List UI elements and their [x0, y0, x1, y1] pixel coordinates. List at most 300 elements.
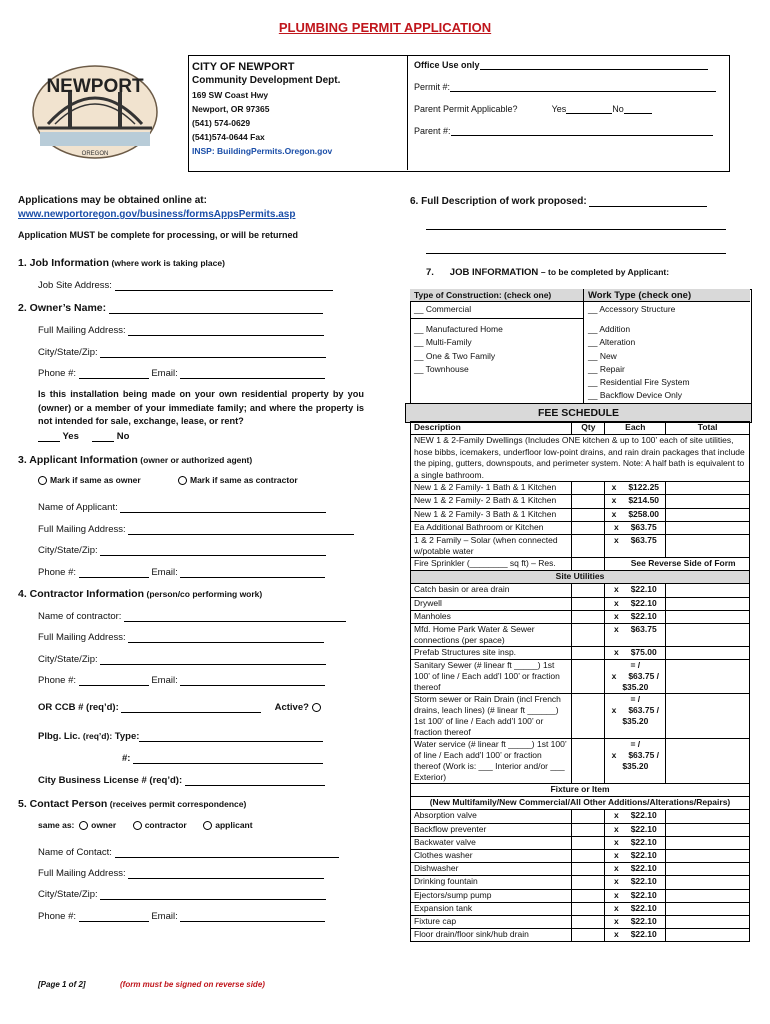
fee-qty[interactable]	[572, 495, 605, 508]
fee-each-value: $22.10	[630, 836, 657, 847]
fee-desc: Mfd. Home Park Water & Sewer connections (per space)	[411, 623, 572, 646]
fixture-subheading: (New Multifamily/New Commercial/All Other Additions/Alterations/Repairs)	[411, 797, 750, 810]
same-as-owner-radio[interactable]	[38, 476, 47, 485]
fee-desc: Sanitary Sewer (# linear ft _____) 1st 100’ of line / Each add’l 100’ or fraction thereof	[411, 660, 572, 694]
office-fax: (541)574-0644 Fax	[192, 132, 265, 142]
active-label: Active?	[274, 702, 309, 713]
fee-each	[605, 850, 666, 863]
fee-qty[interactable]	[572, 823, 605, 836]
fee-each	[605, 902, 666, 915]
plbg-type-label: Type:	[114, 731, 140, 742]
col-total: Total	[666, 422, 750, 435]
fee-qty[interactable]	[572, 597, 605, 610]
s6-heading: 6. Full Description of work proposed:	[410, 196, 587, 207]
owner-mail-field[interactable]	[128, 326, 324, 336]
office-addr1: 169 SW Coast Hwy	[192, 90, 269, 100]
fee-x: = / x	[611, 694, 641, 716]
fee-total[interactable]	[666, 863, 750, 876]
desc-field-2[interactable]	[426, 220, 726, 230]
fee-total[interactable]	[666, 660, 750, 694]
fee-desc: Clothes washer	[411, 850, 572, 863]
applicant-phone-field[interactable]	[79, 568, 149, 578]
fee-each-value: $22.10	[630, 863, 657, 874]
fee-total[interactable]	[666, 810, 750, 823]
fee-row	[411, 557, 750, 570]
fee-qty[interactable]	[572, 623, 605, 646]
fee-each-value: $22.10	[630, 584, 657, 595]
fee-row	[411, 739, 750, 784]
fee-total[interactable]	[666, 889, 750, 902]
fee-desc: Absorption valve	[411, 810, 572, 823]
fee-total[interactable]	[666, 836, 750, 849]
work-item[interactable]: __ Residential Fire System	[588, 377, 690, 388]
fee-row	[411, 508, 750, 521]
contractor-csz-label: City/State/Zip:	[38, 654, 98, 665]
owner-yes-label: Yes	[62, 431, 79, 442]
fee-desc: Floor drain/floor sink/hub drain	[411, 929, 572, 942]
work-list	[588, 323, 690, 403]
office-phone: (541) 574-0629	[192, 118, 251, 128]
active-radio[interactable]	[312, 703, 321, 712]
col-each: Each	[605, 422, 666, 435]
fee-each-value: $22.10	[630, 929, 657, 940]
fee-x: x	[613, 810, 619, 821]
fee-x: x	[613, 597, 619, 608]
fee-x: x	[613, 646, 619, 657]
fee-x: x	[613, 521, 619, 532]
ccb-field[interactable]	[121, 703, 261, 713]
contact-csz-field[interactable]	[100, 890, 326, 900]
contact-phone-field[interactable]	[79, 912, 149, 922]
fee-x: x	[613, 915, 619, 926]
owner-name-field[interactable]	[109, 304, 323, 314]
plbg-sub: (req’d):	[82, 731, 113, 741]
fee-total[interactable]	[666, 915, 750, 928]
fee-each	[605, 889, 666, 902]
fee-each-value: $214.50	[628, 495, 660, 506]
fee-desc: 1 & 2 Family – Solar (when connected w/potable water	[411, 534, 572, 557]
owner-email-field[interactable]	[180, 369, 325, 379]
applicant-phone-label: Phone #:	[38, 567, 77, 578]
contact-contractor-label: contractor	[144, 820, 187, 830]
fee-row	[411, 646, 750, 659]
s5-heading: 5. Contact Person	[18, 798, 108, 810]
s3-heading: 3. Applicant Information	[18, 454, 138, 466]
fee-row	[411, 889, 750, 902]
contact-contractor-radio[interactable]	[133, 821, 142, 830]
contractor-phone-field[interactable]	[79, 676, 149, 686]
ccb-label: OR CCB # (req’d):	[38, 702, 119, 713]
fee-each	[605, 836, 666, 849]
fee-desc: Backflow preventer	[411, 823, 572, 836]
contractor-phone-label: Phone #:	[38, 675, 77, 686]
fee-row	[411, 823, 750, 836]
applicant-csz-label: City/State/Zip:	[38, 545, 98, 556]
contact-email-label: Email:	[151, 911, 178, 922]
owner-mail-label: Full Mailing Address:	[38, 325, 126, 336]
plbg-type-field[interactable]	[139, 732, 323, 742]
yes-label: Yes	[551, 104, 567, 114]
office-insp: INSP: BuildingPermits.Oregon.gov	[192, 146, 333, 156]
fee-each	[605, 694, 666, 739]
fee-each-value: See Reverse Side of Form	[630, 557, 736, 568]
fee-each-value: $22.10	[630, 823, 657, 834]
same-as-contractor-label: Mark if same as contractor	[190, 475, 298, 485]
plbg-num-field[interactable]	[133, 754, 323, 764]
fee-total[interactable]	[666, 610, 750, 623]
fee-row	[411, 850, 750, 863]
fee-desc: New 1 & 2 Family- 1 Bath & 1 Kitchen	[411, 482, 572, 495]
logo-subtext: OREGON	[81, 151, 109, 157]
fee-each-value: $22.10	[630, 876, 657, 887]
fee-qty[interactable]	[572, 929, 605, 942]
site-utilities-heading: Site Utilities	[411, 571, 750, 584]
fee-row	[411, 482, 750, 495]
fee-each-value: $63.75	[630, 521, 657, 532]
parent-field[interactable]	[451, 126, 713, 136]
work-item[interactable]: __ New	[588, 350, 617, 361]
fee-row	[411, 623, 750, 646]
fee-header-row	[411, 422, 750, 435]
office-dept: Community Development Dept.	[192, 75, 341, 86]
must-complete-note: Application MUST be complete for processing, or will be returned	[18, 230, 299, 240]
s4-heading: 4. Contractor Information	[18, 588, 145, 600]
fee-qty[interactable]	[572, 694, 605, 739]
fee-each	[605, 597, 666, 610]
owner-email-label: Email:	[151, 368, 178, 379]
fee-total[interactable]	[666, 623, 750, 646]
biz-license-label: City Business License # (req’d):	[38, 775, 183, 786]
applicant-email-label: Email:	[151, 567, 178, 578]
fee-each-value: $122.25	[628, 482, 660, 493]
contact-mail-label: Full Mailing Address:	[38, 868, 126, 879]
fee-total[interactable]	[666, 929, 750, 942]
applicant-name-field[interactable]	[120, 503, 326, 513]
cons-item[interactable]: __ Manufactured Home	[414, 324, 503, 334]
fee-qty[interactable]	[572, 915, 605, 928]
fee-total[interactable]	[666, 850, 750, 863]
fee-total[interactable]	[666, 508, 750, 521]
fee-qty[interactable]	[572, 810, 605, 823]
fee-total[interactable]	[666, 584, 750, 597]
owner-phone-field[interactable]	[79, 369, 149, 379]
owner-csz-label: City/State/Zip:	[38, 347, 98, 358]
fee-each	[605, 915, 666, 928]
applicant-email-field[interactable]	[180, 568, 325, 578]
new-dwellings-note: NEW 1 & 2-Family Dwellings (Includes ONE kitchen & up to 100’ each of site utilities, hose bibbs, icemakers, underfloor low-point drains, and rain drain packages that include the piping, gutters, downspouts, and perimeter system. Note: A half bath is equivalent to a single bathroom.	[411, 435, 750, 482]
contractor-name-field[interactable]	[124, 612, 346, 622]
fee-qty[interactable]	[572, 584, 605, 597]
page-number: [Page 1 of 2]	[38, 980, 86, 989]
fixture-heading: Fixture or Item	[411, 784, 750, 797]
permit-field[interactable]	[450, 82, 716, 92]
applicant-name-label: Name of Applicant:	[38, 502, 118, 513]
fee-qty[interactable]	[572, 610, 605, 623]
fee-desc: Storm sewer or Rain Drain (incl French drains, leach lines) (# linear ft ______) 1st 100’ of line / Each add’l 100’ or fraction thereof	[411, 694, 572, 739]
fee-x: x	[613, 889, 619, 900]
fee-total[interactable]	[666, 482, 750, 495]
fee-each	[605, 534, 666, 557]
fee-row	[411, 902, 750, 915]
fee-desc: Ea Additional Bathroom or Kitchen	[411, 521, 572, 534]
fee-each-value: $75.00	[630, 646, 657, 657]
s4-sub: (person/co performing work)	[146, 589, 263, 599]
contact-owner-label: owner	[91, 820, 117, 830]
desc-field-3[interactable]	[426, 244, 726, 254]
cons-heading: Type of Construction: (check one)	[414, 290, 552, 300]
fee-row	[411, 929, 750, 942]
work-item[interactable]: __ Accessory Structure	[588, 304, 676, 314]
page-title: PLUMBING PERMIT APPLICATION	[278, 20, 492, 35]
same-as-label: same as:	[38, 820, 75, 830]
fee-each	[605, 863, 666, 876]
fee-desc: Dishwasher	[411, 863, 572, 876]
fee-total[interactable]	[666, 597, 750, 610]
work-item[interactable]: __ Repair	[588, 363, 625, 374]
fee-desc: Backwater valve	[411, 836, 572, 849]
fee-qty[interactable]	[572, 660, 605, 694]
fee-x: x	[611, 495, 617, 506]
fee-each-value: $22.10	[630, 850, 657, 860]
fee-x: x	[613, 623, 619, 634]
fee-row	[411, 836, 750, 849]
fee-each-value: $63.75 / $35.20	[622, 671, 660, 693]
cons-list	[414, 323, 503, 376]
fee-row	[411, 521, 750, 534]
office-use-title: Office Use only	[414, 60, 480, 70]
cons-item[interactable]: __ Multi-Family	[414, 337, 472, 348]
fee-each-value: $22.10	[630, 902, 657, 913]
col-qty: Qty	[572, 422, 605, 435]
same-as-contractor-radio[interactable]	[178, 476, 187, 485]
fee-x: = / x	[611, 739, 641, 761]
fee-desc: Ejectors/sump pump	[411, 889, 572, 902]
fee-each	[605, 557, 750, 570]
applicant-mail-label: Full Mailing Address:	[38, 524, 126, 535]
contractor-name-label: Name of contractor:	[38, 611, 122, 622]
no-field[interactable]	[624, 104, 652, 114]
fee-each-value: $63.75 / $35.20	[622, 705, 660, 727]
fee-row	[411, 495, 750, 508]
fee-row	[411, 876, 750, 889]
fee-total[interactable]	[666, 495, 750, 508]
fee-each	[605, 823, 666, 836]
site-address-field[interactable]	[115, 281, 333, 291]
same-as-owner-label: Mark if same as owner	[50, 475, 141, 485]
apps-label: Applications may be obtained online at:	[18, 195, 207, 206]
biz-license-field[interactable]	[185, 776, 325, 786]
fee-x: x	[611, 482, 617, 493]
fee-x: x	[613, 929, 619, 940]
logo-text: NEWPORT	[46, 76, 144, 97]
fee-total[interactable]	[666, 646, 750, 659]
fee-row	[411, 610, 750, 623]
sign-note: (form must be signed on reverse side)	[120, 980, 265, 989]
newport-logo	[30, 62, 160, 162]
s3-sub: (owner or authorized agent)	[140, 455, 253, 465]
fee-each	[605, 623, 666, 646]
s7-heading: JOB INFORMATION	[449, 267, 539, 278]
s7-num: 7.	[426, 267, 434, 278]
fee-total[interactable]	[666, 694, 750, 739]
applicant-csz-field[interactable]	[100, 546, 326, 556]
cons-item[interactable]: __ One & Two Family	[414, 350, 496, 361]
contractor-email-label: Email:	[151, 675, 178, 686]
contact-applicant-radio[interactable]	[203, 821, 212, 830]
fee-total[interactable]	[666, 739, 750, 784]
fee-each-value: $22.10	[630, 889, 657, 900]
fee-each	[605, 660, 666, 694]
contact-name-label: Name of Contact:	[38, 847, 112, 858]
owner-no-label: No	[116, 431, 130, 442]
fee-x: x	[613, 863, 619, 874]
fee-qty[interactable]	[572, 534, 605, 557]
parent-applicable-label: Parent Permit Applicable?	[414, 104, 518, 114]
office-addr2: Newport, OR 97365	[192, 104, 270, 114]
s7-sub: – to be completed by Applicant:	[540, 267, 670, 277]
fee-total[interactable]	[666, 534, 750, 557]
owner-question: Is this installation being made on your own residential property by you (owner) or a member of your immediate family; and where the property is not intended for sale, exchange, lease, or rent?	[38, 389, 364, 426]
plbg-label: Plbg. Lic.	[38, 731, 81, 742]
fee-desc: Drinking fountain	[411, 876, 572, 889]
contact-csz-label: City/State/Zip:	[38, 889, 98, 900]
fee-each-value: $63.75	[630, 623, 657, 634]
permit-label: Permit #:	[414, 82, 451, 92]
fee-row	[411, 584, 750, 597]
contact-applicant-label: applicant	[215, 820, 253, 830]
fee-each-value: $22.10	[630, 597, 657, 608]
fee-x: x	[613, 902, 619, 913]
fee-qty[interactable]	[572, 557, 605, 570]
fee-row	[411, 597, 750, 610]
owner-phone-label: Phone #:	[38, 368, 77, 379]
work-item[interactable]: __ Alteration	[588, 337, 636, 348]
plbg-num-label: #:	[122, 753, 131, 764]
fee-qty[interactable]	[572, 850, 605, 863]
owner-yes-field[interactable]	[38, 432, 60, 442]
fee-each-value: $258.00	[628, 508, 660, 519]
desc-field-1[interactable]	[589, 197, 707, 207]
fee-row	[411, 863, 750, 876]
fee-table	[410, 421, 750, 942]
fee-qty[interactable]	[572, 482, 605, 495]
contact-phone-label: Phone #:	[38, 911, 77, 922]
owner-csz-field[interactable]	[100, 348, 326, 358]
fee-each	[605, 508, 666, 521]
work-item[interactable]: __ Addition	[588, 324, 631, 334]
fee-qty[interactable]	[572, 863, 605, 876]
contact-owner-radio[interactable]	[79, 821, 88, 830]
fee-qty[interactable]	[572, 508, 605, 521]
fee-total[interactable]	[666, 521, 750, 534]
fee-desc: New 1 & 2 Family- 2 Bath & 1 Kitchen	[411, 495, 572, 508]
header-divider	[407, 55, 408, 170]
work-item[interactable]: __ Backflow Device Only	[588, 390, 683, 401]
fee-row	[411, 660, 750, 694]
fee-each	[605, 482, 666, 495]
fee-each	[605, 584, 666, 597]
s1-sub: (where work is taking place)	[111, 258, 225, 268]
fee-each	[605, 646, 666, 659]
s1-heading: 1. Job Information	[18, 257, 110, 269]
fee-each-value: $22.10	[630, 915, 657, 926]
work-heading: Work Type (check one)	[588, 290, 692, 301]
fee-x: x	[613, 823, 619, 834]
fee-desc: Prefab Structures site insp.	[411, 646, 572, 659]
fee-desc: Fixture cap	[411, 915, 572, 928]
fee-each	[605, 810, 666, 823]
contact-email-field[interactable]	[180, 912, 325, 922]
contractor-mail-label: Full Mailing Address:	[38, 632, 126, 643]
fee-desc: Manholes	[411, 610, 572, 623]
fee-desc: Expansion tank	[411, 902, 572, 915]
fee-row	[411, 915, 750, 928]
owner-no-field[interactable]	[92, 432, 114, 442]
fee-total[interactable]	[666, 902, 750, 915]
fee-each	[605, 876, 666, 889]
contact-mail-field[interactable]	[128, 869, 324, 879]
fee-each-value: $63.75 / $35.20	[622, 750, 660, 772]
fee-qty[interactable]	[572, 889, 605, 902]
office-name: CITY OF NEWPORT	[192, 61, 295, 73]
fee-x: x	[613, 584, 619, 595]
fee-x: x	[613, 836, 619, 847]
fee-each	[605, 929, 666, 942]
fee-desc: Catch basin or area drain	[411, 584, 572, 597]
fee-row	[411, 810, 750, 823]
fee-qty[interactable]	[572, 836, 605, 849]
fee-row	[411, 534, 750, 557]
fee-row	[411, 694, 750, 739]
cons-item[interactable]: __ Commercial	[414, 304, 472, 314]
contractor-email-field[interactable]	[180, 676, 325, 686]
fee-qty[interactable]	[572, 521, 605, 534]
s5-sub: (receives permit correspondence)	[109, 799, 247, 809]
no-label: No	[612, 104, 624, 114]
fee-qty[interactable]	[572, 646, 605, 659]
fee-each-value: $63.75	[630, 534, 657, 545]
applicant-mail-field[interactable]	[128, 525, 354, 535]
site-address-label: Job Site Address:	[38, 280, 112, 291]
parent-label: Parent #:	[414, 126, 451, 136]
col-desc: Description	[411, 422, 572, 435]
fee-desc: New 1 & 2 Family- 3 Bath & 1 Kitchen	[411, 508, 572, 521]
fee-desc: Water service (# linear ft _____) 1st 100’ of line / Each add’l 100’ or fraction thereof (Work is: ___ Interior and/or ___ Exterior)	[411, 739, 572, 784]
fee-qty[interactable]	[572, 739, 605, 784]
fee-x: x	[613, 610, 619, 621]
contractor-mail-field[interactable]	[128, 633, 324, 643]
fee-desc: Drywell	[411, 597, 572, 610]
fee-x: x	[613, 850, 619, 860]
yes-field[interactable]	[566, 104, 612, 114]
fee-each-value: $22.10	[630, 610, 657, 621]
fee-each-value: $22.10	[630, 810, 657, 821]
contact-name-field[interactable]	[115, 848, 339, 858]
apps-url-link[interactable]: www.newportoregon.gov/business/formsAppsPermits.asp	[18, 209, 296, 220]
fee-x: x	[613, 534, 619, 545]
fee-title: FEE SCHEDULE	[405, 403, 752, 423]
fee-x: = / x	[611, 660, 641, 682]
fee-each	[605, 610, 666, 623]
fee-qty[interactable]	[572, 902, 605, 915]
fee-each	[605, 495, 666, 508]
fee-qty[interactable]	[572, 876, 605, 889]
fee-total[interactable]	[666, 876, 750, 889]
fee-total[interactable]	[666, 823, 750, 836]
fee-x: x	[613, 876, 619, 887]
contractor-csz-field[interactable]	[100, 655, 326, 665]
cons-item[interactable]: __ Townhouse	[414, 363, 469, 374]
